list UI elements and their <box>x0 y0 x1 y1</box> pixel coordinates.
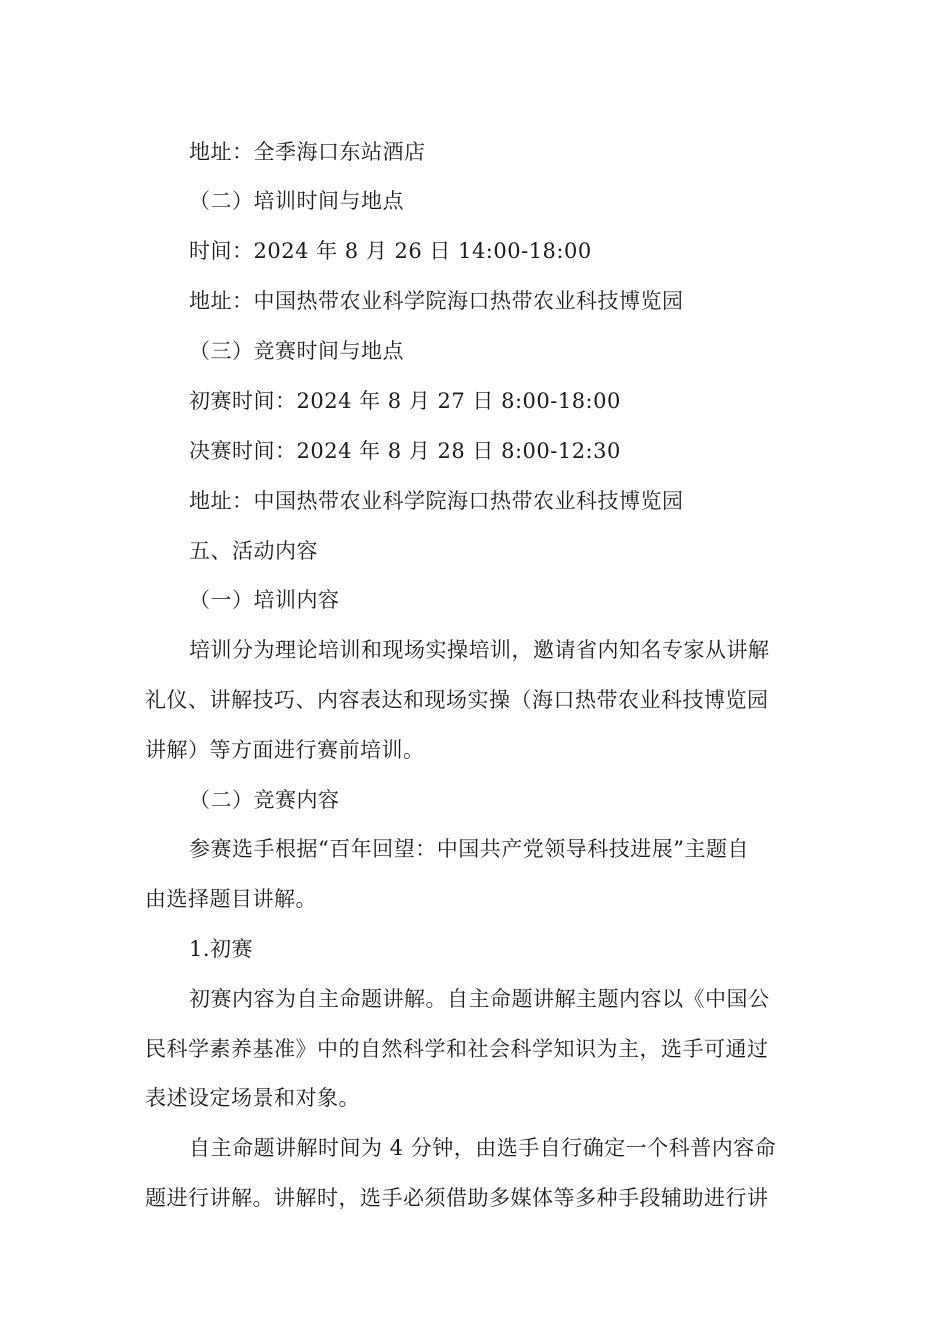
training-address: 地址：中国热带农业科学院海口热带农业科技博览园 <box>189 289 684 313</box>
heading-competition-time-place: （三）竞赛时间与地点 <box>189 339 404 363</box>
paragraph-competition-line-2: 由选择题目讲解。 <box>145 887 317 911</box>
paragraph-preliminary-line-1: 初赛内容为自主命题讲解。自主命题讲解主题内容以《中国公 <box>189 987 770 1011</box>
paragraph-duration-line-1: 自主命题讲解时间为 4 分钟，由选手自行确定一个科普内容命 <box>189 1136 777 1160</box>
paragraph-duration-line-2: 题进行讲解。讲解时，选手必须借助多媒体等多种手段辅助进行讲 <box>145 1186 769 1210</box>
heading-training-time-place: （二）培训时间与地点 <box>189 189 404 213</box>
preliminary-time: 初赛时间：2024 年 8 月 27 日 8:00-18:00 <box>189 389 621 413</box>
heading-training-content: （一）培训内容 <box>189 588 340 612</box>
competition-address: 地址：中国热带农业科学院海口热带农业科技博览园 <box>189 489 684 513</box>
paragraph-training-line-2: 礼仪、讲解技巧、内容表达和现场实操（海口热带农业科技博览园 <box>145 688 769 712</box>
training-time: 时间：2024 年 8 月 26 日 14:00-18:00 <box>189 239 592 263</box>
paragraph-training-line-1: 培训分为理论培训和现场实操培训，邀请省内知名专家从讲解 <box>189 638 770 662</box>
heading-competition-content: （二）竞赛内容 <box>189 788 340 812</box>
paragraph-preliminary-line-2: 民科学素养基准》中的自然科学和社会科学知识为主，选手可通过 <box>145 1037 769 1061</box>
paragraph-competition-line-1: 参赛选手根据“百年回望：中国共产党领导科技进展”主题自 <box>189 837 749 861</box>
paragraph-training-line-3: 讲解）等方面进行赛前培训。 <box>145 738 425 762</box>
section-activity-content: 五、活动内容 <box>189 539 318 563</box>
heading-preliminary: 1.初赛 <box>189 937 254 961</box>
address-hotel: 地址：全季海口东站酒店 <box>189 140 426 164</box>
final-time: 决赛时间：2024 年 8 月 28 日 8:00-12:30 <box>189 439 621 463</box>
paragraph-preliminary-line-3: 表述设定场景和对象。 <box>145 1086 360 1110</box>
